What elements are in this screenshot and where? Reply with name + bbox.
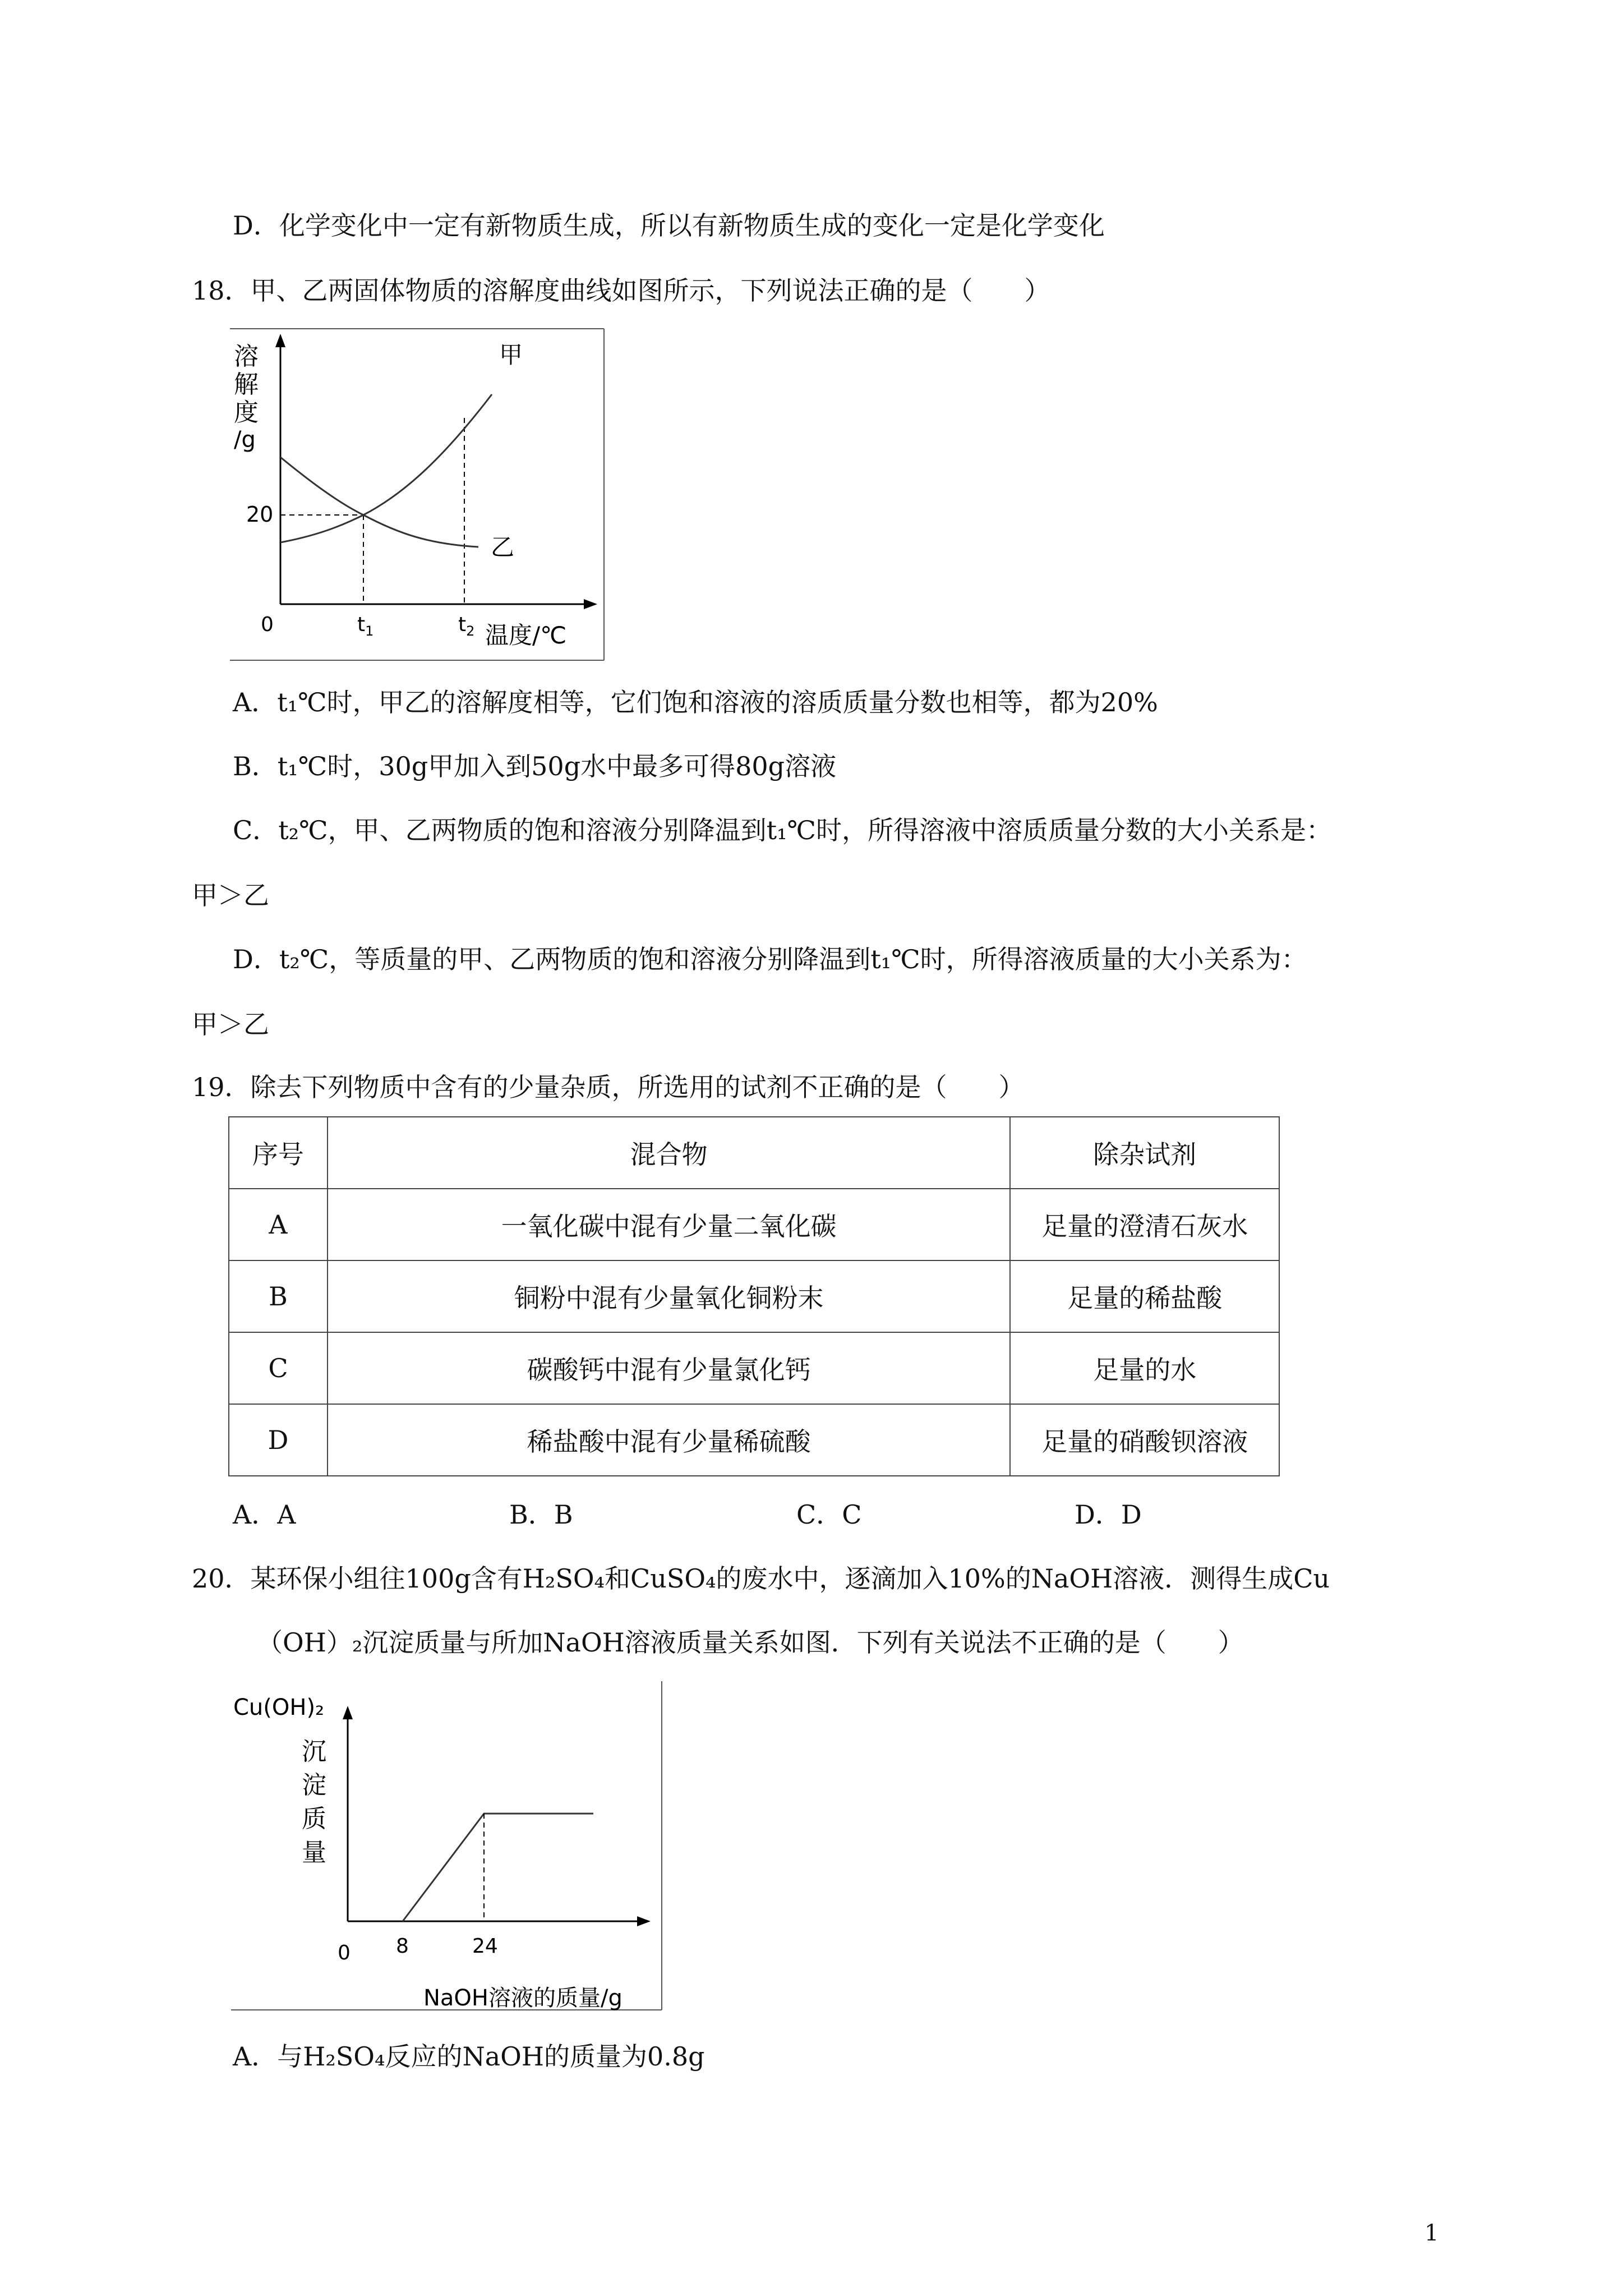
q19-stem: 19．除去下列物质中含有的少量杂质，所选用的试剂不正确的是（ ） bbox=[192, 1072, 1025, 1102]
q20-xlabel: NaOH溶液的质量/g bbox=[423, 1985, 623, 2011]
q20-data-line bbox=[403, 1814, 593, 1921]
cell-index: A bbox=[229, 1189, 328, 1260]
q18-y-arrow bbox=[275, 334, 285, 347]
q20-y-arrow bbox=[343, 1706, 353, 1719]
cell-reagent: 足量的稀盐酸 bbox=[1010, 1260, 1279, 1332]
q20-ylabel-1: 沉 bbox=[302, 1737, 326, 1766]
q18-option-d-line1: D．t₂℃，等质量的甲、乙两物质的饱和溶液分别降温到t₁℃时，所得溶液质量的大小关系为： bbox=[233, 944, 1307, 974]
q17-option-d: D．化学变化中一定有新物质生成，所以有新物质生成的变化一定是化学变化 bbox=[233, 210, 1105, 241]
q18-ylabel-4: /g bbox=[234, 427, 256, 453]
q18-ylabel-1: 溶 bbox=[234, 342, 259, 371]
q19-option-b: B．B bbox=[509, 1499, 573, 1530]
table-row bbox=[229, 1260, 1279, 1332]
cell-mixture: 碳酸钙中混有少量氯化钙 bbox=[328, 1332, 1011, 1404]
q18-x-arrow bbox=[584, 599, 597, 609]
q18-xlabel: 温度/℃ bbox=[485, 622, 567, 649]
q19-option-c: C．C bbox=[796, 1499, 862, 1530]
cell-index: C bbox=[229, 1332, 328, 1404]
q18-y-tick-20: 20 bbox=[246, 502, 274, 527]
header-reagent: 除杂试剂 bbox=[1010, 1117, 1279, 1189]
table-row bbox=[229, 1332, 1279, 1404]
cell-index: D bbox=[229, 1404, 328, 1476]
q20-stem-line2: （OH）₂沉淀质量与所加NaOH溶液质量关系如图．下列有关说法不正确的是（ ） bbox=[257, 1627, 1244, 1658]
header-index: 序号 bbox=[229, 1117, 328, 1189]
q18-curve-jia bbox=[280, 394, 492, 542]
q18-option-d-line2: 甲＞乙 bbox=[192, 1009, 269, 1039]
q20-x-arrow bbox=[637, 1916, 651, 1926]
cell-reagent: 足量的澄清石灰水 bbox=[1010, 1189, 1279, 1260]
q18-ylabel-3: 度 bbox=[234, 398, 259, 427]
table-header-row bbox=[229, 1117, 1279, 1189]
q20-origin: 0 bbox=[338, 1941, 351, 1964]
cell-mixture: 铜粉中混有少量氧化铜粉末 bbox=[328, 1260, 1011, 1332]
q20-ylabel-3: 质 bbox=[302, 1805, 326, 1833]
q20-stem-line1: 20．某环保小组往100g含有H₂SO₄和CuSO₄的废水中，逐滴加入10%的NaOH溶液．测得生成Cu bbox=[192, 1563, 1330, 1594]
q18-option-c-line2: 甲＞乙 bbox=[192, 880, 269, 910]
header-mixture: 混合物 bbox=[328, 1117, 1011, 1189]
cell-index: B bbox=[229, 1260, 328, 1332]
cell-reagent: 足量的硝酸钡溶液 bbox=[1010, 1404, 1279, 1476]
q18-solubility-chart bbox=[227, 328, 608, 662]
q20-ylabel-top: Cu(OH)₂ bbox=[233, 1695, 325, 1720]
cell-mixture: 稀盐酸中混有少量稀硫酸 bbox=[328, 1404, 1011, 1476]
q20-precipitate-chart bbox=[230, 1680, 667, 2017]
q20-x-tick-8: 8 bbox=[396, 1935, 409, 1958]
q19-option-d: D．D bbox=[1075, 1499, 1142, 1530]
cell-reagent: 足量的水 bbox=[1010, 1332, 1279, 1404]
q18-curve-yi bbox=[280, 457, 478, 547]
q19-table bbox=[228, 1116, 1280, 1476]
q18-x-tick-t2: $t_2$ bbox=[458, 613, 475, 639]
cell-mixture: 一氧化碳中混有少量二氧化碳 bbox=[328, 1189, 1011, 1260]
q18-series-yi-label: 乙 bbox=[491, 533, 515, 561]
table-row bbox=[229, 1189, 1279, 1260]
q18-option-c-line1: C．t₂℃，甲、乙两物质的饱和溶液分别降温到t₁℃时，所得溶液中溶质质量分数的大小关系是： bbox=[233, 815, 1332, 845]
q18-option-b: B．t₁℃时，30g甲加入到50g水中最多可得80g溶液 bbox=[233, 751, 837, 781]
q20-x-tick-24: 24 bbox=[472, 1935, 498, 1958]
q20-option-a: A．与H₂SO₄反应的NaOH的质量为0.8g bbox=[233, 2041, 705, 2072]
q18-series-jia-label: 甲 bbox=[499, 341, 523, 369]
q18-ylabel-2: 解 bbox=[234, 370, 259, 399]
page-number: 1 bbox=[1424, 2220, 1439, 2246]
q18-origin: 0 bbox=[261, 613, 274, 636]
table-row bbox=[229, 1404, 1279, 1476]
q18-x-tick-t1: $t_1$ bbox=[357, 613, 374, 639]
q18-stem: 18．甲、乙两固体物质的溶解度曲线如图所示，下列说法正确的是（ ） bbox=[192, 275, 1050, 306]
q18-option-a: A．t₁℃时，甲乙的溶解度相等，它们饱和溶液的溶质质量分数也相等，都为20% bbox=[233, 687, 1158, 717]
q20-ylabel-4: 量 bbox=[302, 1838, 326, 1867]
q20-ylabel-2: 淀 bbox=[302, 1771, 326, 1800]
q19-option-a: A．A bbox=[233, 1499, 296, 1530]
